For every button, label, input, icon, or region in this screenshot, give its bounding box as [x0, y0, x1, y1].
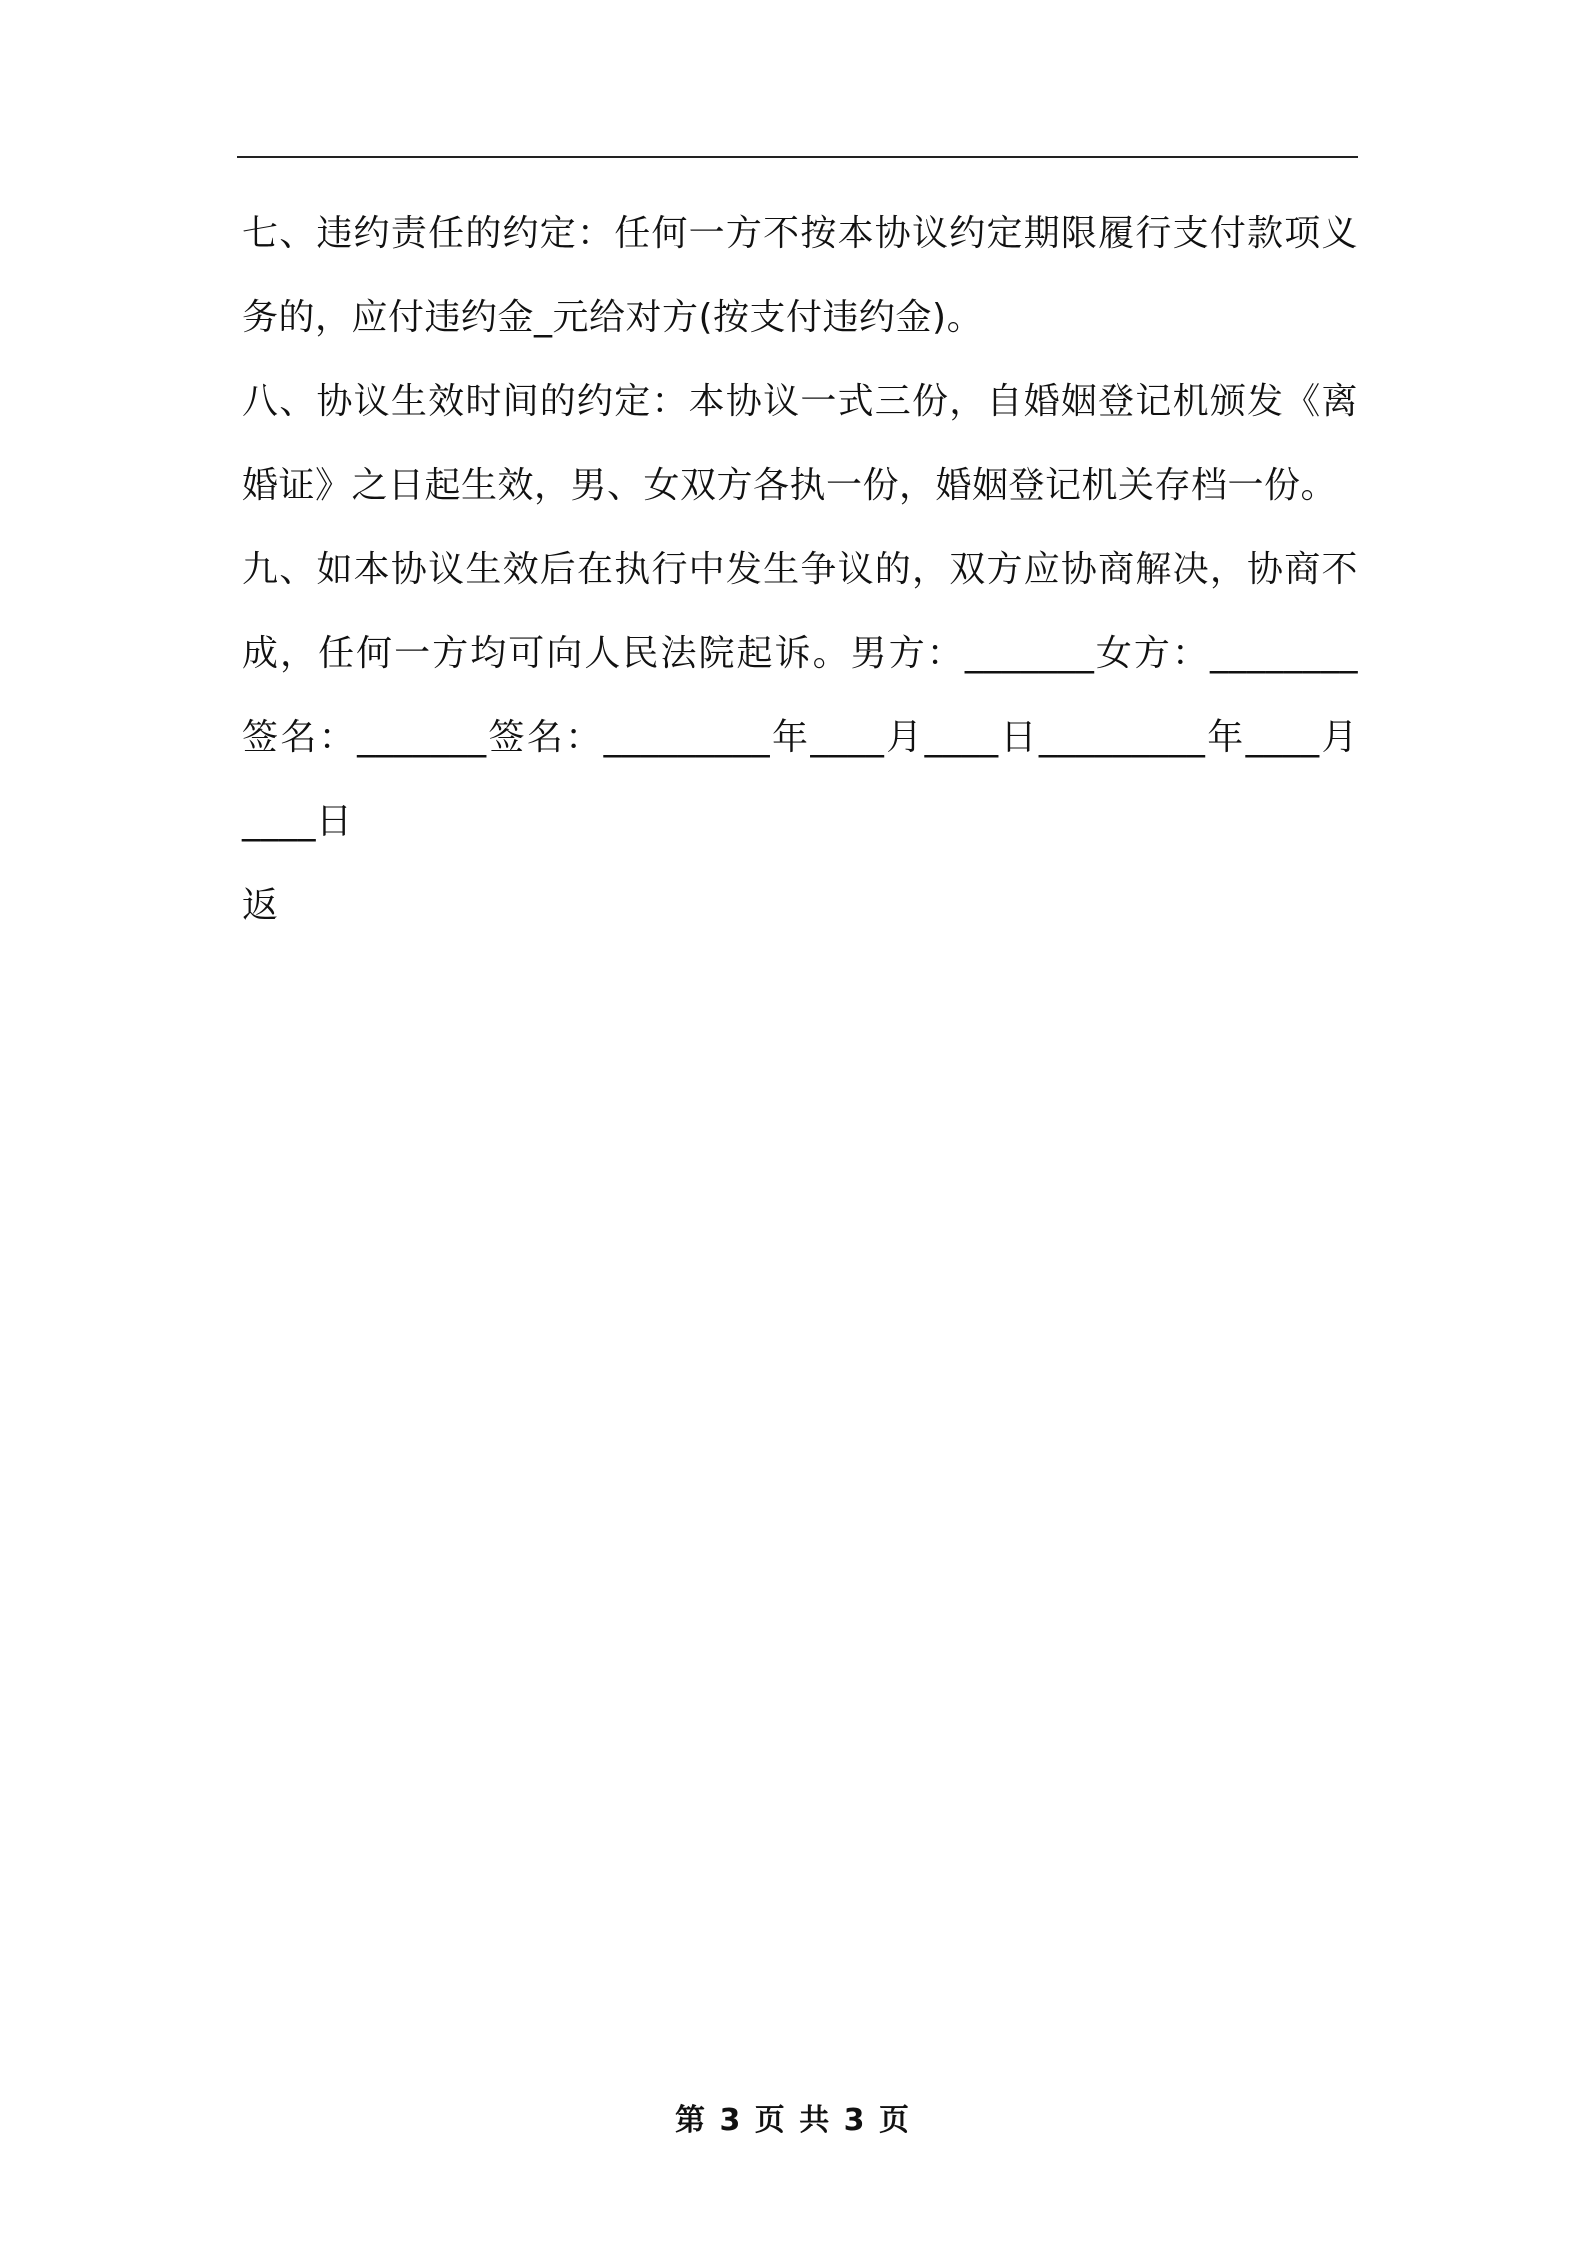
header-rule	[237, 156, 1358, 158]
clause-seven-paragraph: 七、违约责任的约定：任何一方不按本协议约定期限履行支付款项义务的，应付违约金_元给对方(按支付违约金)。	[242, 213, 1358, 338]
clause-eight-paragraph: 八、协议生效时间的约定：本协议一式三份，自婚姻登记机颁发《离婚证》之日起生效，男、女双方各执一份，婚姻登记机关存档一份。	[242, 381, 1358, 506]
clause-nine-paragraph: 九、如本协议生效后在执行中发生争议的，双方应协商解决，协商不成，任何一方均可向人民法院起诉。男方：_______女方：________签名：_______签名：_________年____月____日_________年____月____日	[242, 549, 1358, 842]
page-number: 第 3 页 共 3 页	[675, 2103, 911, 2138]
document-body	[242, 192, 1358, 948]
trailing-text: 返	[242, 885, 279, 926]
